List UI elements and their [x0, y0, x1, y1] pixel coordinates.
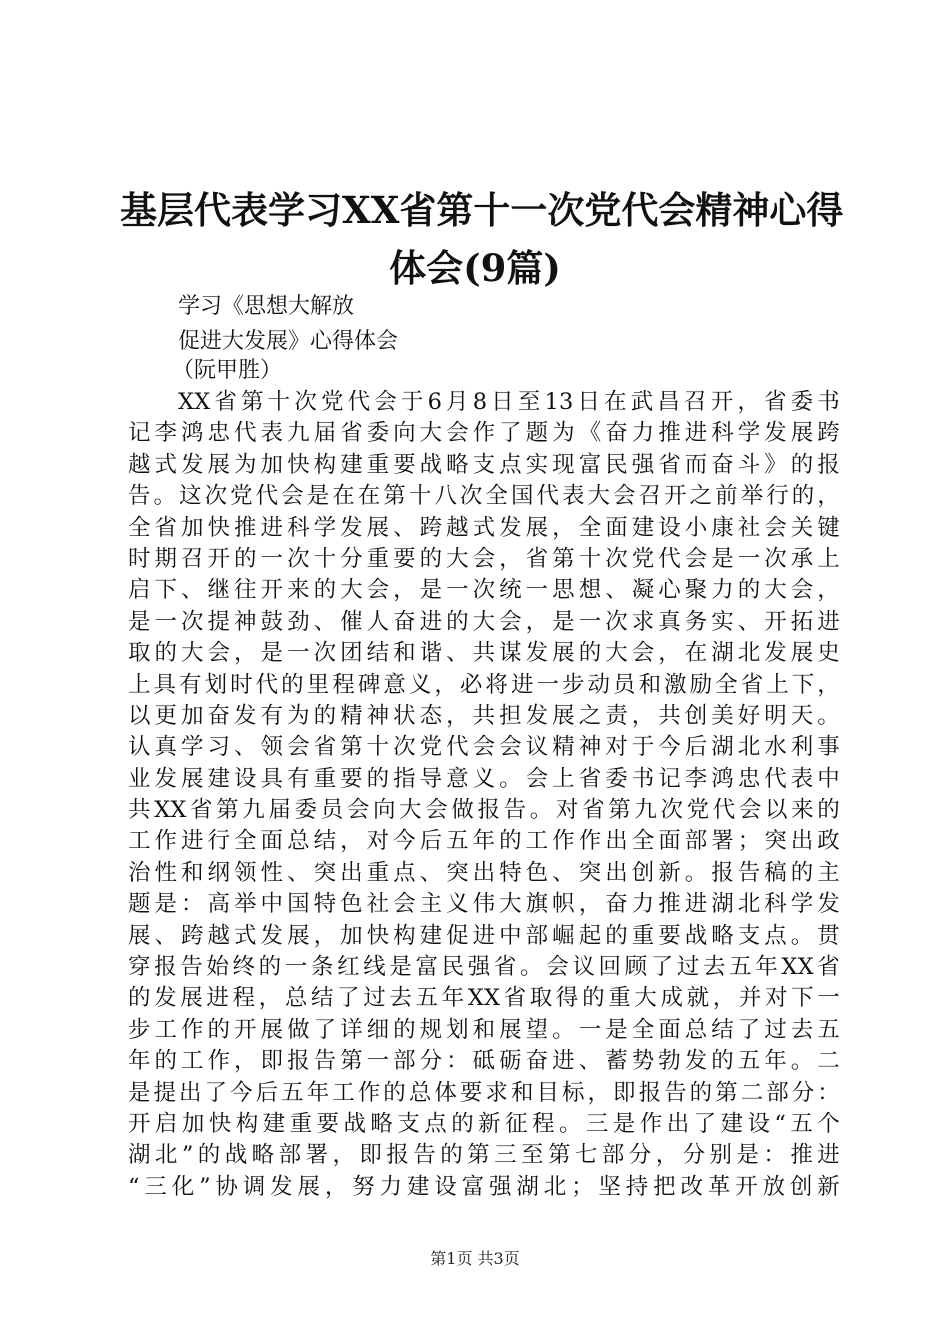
body-line: 的发展进程，总结了过去五年XX省取得的重大成就，并对下一: [128, 985, 840, 1012]
body-line: 记李鸿忠代表九届省委向大会作了题为《奋力推进科学发展跨: [128, 420, 840, 447]
body-line: 启下、继往开来的大会，是一次统一思想、凝心聚力的大会，: [128, 577, 840, 604]
body-line: 上具有划时代的里程碑意义，必将进一步动员和激励全省上下，: [128, 671, 840, 698]
page-footer: 第1页 共3页: [430, 1249, 520, 1268]
body-line: 业发展建设具有重要的指导意义。会上省委书记李鸿忠代表中: [128, 765, 840, 792]
subtitle-line1: 学习《思想大解放: [178, 294, 355, 319]
author-line: （阮甲胜）: [172, 358, 283, 383]
body-line: 题是：高举中国特色社会主义伟大旗帜，奋力推进湖北科学发: [128, 891, 840, 918]
body-line: 是提出了今后五年工作的总体要求和目标，即报告的第二部分：: [128, 1079, 840, 1106]
document-title-line2: 体会(9篇): [389, 246, 561, 290]
body-line: 工作进行全面总结，对今后五年的工作作出全面部署；突出政: [128, 828, 840, 855]
body-line: 穿报告始终的一条红线是富民强省。会议回顾了过去五年XX省: [128, 954, 840, 981]
body-line: 全省加快推进科学发展、跨越式发展，全面建设小康社会关键: [128, 514, 840, 541]
body-line: 步工作的开展做了详细的规划和展望。一是全面总结了过去五: [128, 1016, 840, 1043]
body-line: 湖北”的战略部署，即报告的第三至第七部分，分别是：推进: [128, 1142, 840, 1169]
body-line: 告。这次党代会是在在第十八次全国代表大会召开之前举行的，: [128, 483, 840, 510]
body-line: 时期召开的一次十分重要的大会，省第十次党代会是一次承上: [128, 545, 840, 572]
body-line: 开启加快构建重要战略支点的新征程。三是作出了建设“五个: [128, 1110, 840, 1137]
body-line: 年的工作，即报告第一部分：砥砺奋进、蓄势勃发的五年。二: [128, 1048, 840, 1075]
body-line: 越式发展为加快构建重要战略支点实现富民强省而奋斗》的报: [128, 451, 840, 478]
body-paragraph: [128, 387, 840, 1203]
body-line: 共XX省第九届委员会向大会做报告。对省第九次党代会以来的: [128, 797, 840, 824]
document-title-line1: 基层代表学习XX省第十一次党代会精神心得: [120, 188, 844, 232]
body-line: 认真学习、领会省第十次党代会会议精神对于今后湖北水利事: [128, 734, 840, 761]
body-line: 治性和纲领性、突出重点、突出特色、突出创新。报告稿的主: [128, 859, 840, 886]
body-line: 展、跨越式发展，加快构建促进中部崛起的重要战略支点。贯: [128, 922, 840, 949]
body-line: “三化”协调发展，努力建设富强湖北；坚持把改革开放创新: [128, 1173, 840, 1200]
body-line: 取的大会，是一次团结和谐、共谋发展的大会，在湖北发展史: [128, 640, 840, 667]
body-line: 以更加奋发有为的精神状态，共担发展之责，共创美好明天。: [128, 702, 840, 729]
body-line: XX省第十次党代会于6月8日至13日在武昌召开，省委书: [178, 389, 840, 415]
subtitle-line2: 促进大发展》心得体会: [178, 329, 399, 354]
body-line: 是一次提神鼓劲、催人奋进的大会，是一次求真务实、开拓进: [128, 608, 840, 635]
